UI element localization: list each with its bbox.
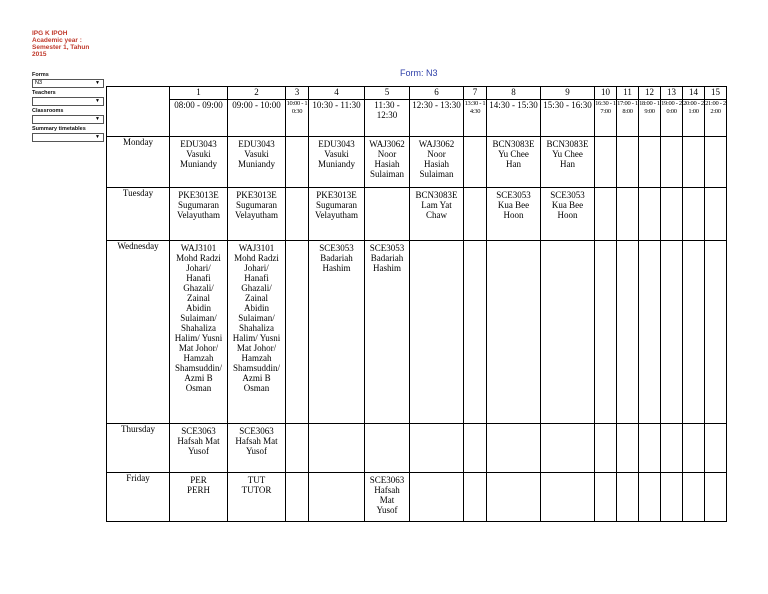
empty-cell [286,188,309,241]
lesson-cell: PER PERH [170,473,228,522]
empty-cell [639,473,661,522]
empty-cell [410,473,464,522]
lesson-cell: WAJ3101 Mohd Radzi Johari/ Hanafi Ghazali/ Zainal Abidin Sulaiman/ Shahaliza Halim/ Yusni Mat Johor/ Hamzah Shamsuddin/ Azmi B Osman [228,241,286,424]
chevron-down-icon: ▼ [95,80,100,86]
period-number: 2 [228,87,286,100]
period-number: 7 [464,87,487,100]
day-label: Wednesday [107,241,170,424]
empty-cell [464,473,487,522]
empty-cell [464,188,487,241]
period-number: 1 [170,87,228,100]
day-label: Thursday [107,424,170,473]
teachers-label: Teachers [32,90,56,96]
period-number: 3 [286,87,309,100]
empty-cell [683,137,705,188]
year-label: 2015 [32,51,47,58]
chevron-down-icon: ▼ [95,98,100,104]
empty-cell [639,188,661,241]
empty-cell [683,188,705,241]
empty-cell [286,241,309,424]
semester-label: Semester 1, Tahun [32,44,90,51]
summary-timetables-select[interactable] [32,133,104,142]
period-number: 14 [683,87,705,100]
lesson-cell: BCN3083E Yu Chee Han [487,137,541,188]
empty-cell [617,473,639,522]
empty-cell [661,137,683,188]
lesson-cell: SCE3063 Hafsah Mat Yusof [170,424,228,473]
school-name: IPG K IPOH [32,30,68,37]
period-time: 09:00 - 10:00 [228,100,286,137]
lesson-cell: SCE3053 Kua Bee Hoon [487,188,541,241]
summary-timetables-label: Summary timetables [32,126,86,132]
empty-cell [661,424,683,473]
lesson-cell: PKE3013E Sugumaran Velayutham [309,188,365,241]
forms-label: Forms [32,72,49,78]
empty-cell [464,137,487,188]
empty-cell [617,188,639,241]
lesson-cell: SCE3053 Badariah Hashim [365,241,410,424]
timetable [106,86,727,522]
lesson-cell: WAJ3062 Noor Hasiah Sulaiman [365,137,410,188]
empty-cell [410,241,464,424]
form-title: Form: N3 [400,68,438,78]
sidebar [32,30,106,142]
empty-cell [661,241,683,424]
school-info [32,30,106,58]
empty-cell [487,473,541,522]
empty-cell [541,473,595,522]
empty-cell [541,424,595,473]
empty-cell [309,424,365,473]
empty-cell [595,473,617,522]
empty-cell [683,424,705,473]
empty-cell [639,137,661,188]
empty-cell [617,241,639,424]
lesson-cell: TUT TUTOR [228,473,286,522]
lesson-cell: EDU3043 Vasuki Muniandy [309,137,365,188]
classrooms-label: Classrooms [32,108,64,114]
empty-cell [309,473,365,522]
empty-cell [661,473,683,522]
empty-cell [705,424,727,473]
empty-cell [410,424,464,473]
empty-cell [705,188,727,241]
lesson-cell: BCN3083E Yu Chee Han [541,137,595,188]
lesson-cell: BCN3083E Lam Yat Chaw [410,188,464,241]
period-time: 12:30 - 13:30 [410,100,464,137]
lesson-cell: PKE3013E Sugumaran Velayutham [170,188,228,241]
lesson-cell: SCE3063 Hafsah Mat Yusof [228,424,286,473]
empty-cell [365,424,410,473]
empty-cell [639,241,661,424]
empty-cell [661,188,683,241]
forms-select[interactable] [32,79,104,88]
period-number: 8 [487,87,541,100]
empty-cell [705,241,727,424]
day-label: Tuesday [107,188,170,241]
classrooms-select[interactable] [32,115,104,124]
empty-cell [541,241,595,424]
chevron-down-icon: ▼ [95,116,100,122]
lesson-cell: SCE3053 Badariah Hashim [309,241,365,424]
lesson-cell: EDU3043 Vasuki Muniandy [228,137,286,188]
period-time: 18:00 - 19:00 [639,100,661,137]
period-time: 21:00 - 22:00 [705,100,727,137]
period-number: 4 [309,87,365,100]
period-number: 10 [595,87,617,100]
period-number: 5 [365,87,410,100]
period-time: 16:30 - 17:00 [595,100,617,137]
lesson-cell: SCE3053 Kua Bee Hoon [541,188,595,241]
empty-cell [464,424,487,473]
period-time: 20:00 - 21:00 [683,100,705,137]
period-number: 6 [410,87,464,100]
period-time: 17:00 - 18:00 [617,100,639,137]
empty-cell [595,137,617,188]
period-number: 9 [541,87,595,100]
empty-cell [487,241,541,424]
empty-cell [705,473,727,522]
period-time: 19:00 - 20:00 [661,100,683,137]
empty-cell [286,137,309,188]
empty-cell [286,424,309,473]
lesson-cell: EDU3043 Vasuki Muniandy [170,137,228,188]
period-number: 13 [661,87,683,100]
empty-cell [617,424,639,473]
period-time: 10:30 - 11:30 [309,100,365,137]
period-number: 11 [617,87,639,100]
lesson-cell: WAJ3101 Mohd Radzi Johari/ Hanafi Ghazali/ Zainal Abidin Sulaiman/ Shahaliza Halim/ Yusni Mat Johor/ Hamzah Shamsuddin/ Azmi B Osman [170,241,228,424]
empty-cell [464,241,487,424]
teachers-select[interactable] [32,97,104,106]
period-number: 12 [639,87,661,100]
empty-cell [595,188,617,241]
empty-cell [286,473,309,522]
academic-year-label: Academic year : [32,37,82,44]
period-time: 10:00 - 10:30 [286,100,309,137]
empty-cell [683,473,705,522]
period-time: 08:00 - 09:00 [170,100,228,137]
period-time: 15:30 - 16:30 [541,100,595,137]
period-time: 11:30 - 12:30 [365,100,410,137]
empty-cell [617,137,639,188]
empty-cell [487,424,541,473]
period-time: 14:30 - 15:30 [487,100,541,137]
day-label: Friday [107,473,170,522]
empty-cell [639,424,661,473]
period-number: 15 [705,87,727,100]
empty-cell [595,424,617,473]
day-label: Monday [107,137,170,188]
chevron-down-icon: ▼ [95,134,100,140]
forms-select-value: N3 [35,80,43,86]
empty-cell [705,137,727,188]
lesson-cell: SCE3063 Hafsah Mat Yusof [365,473,410,522]
period-time: 13:30 - 14:30 [464,100,487,137]
empty-cell [683,241,705,424]
empty-cell [595,241,617,424]
lesson-cell: PKE3013E Sugumaran Velayutham [228,188,286,241]
corner-cell [107,87,170,137]
lesson-cell: WAJ3062 Noor Hasiah Sulaiman [410,137,464,188]
empty-cell [365,188,410,241]
